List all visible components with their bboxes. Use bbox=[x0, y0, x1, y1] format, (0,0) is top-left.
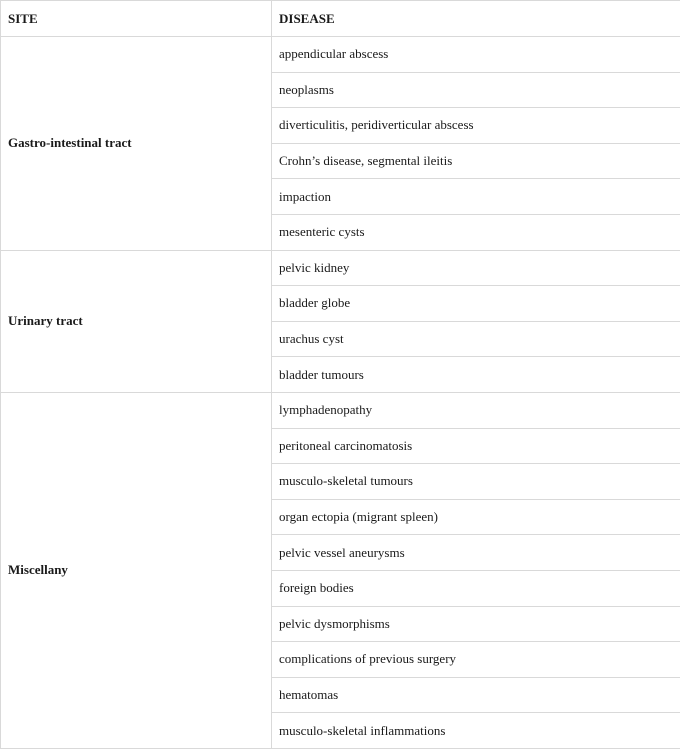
disease-cell: Crohn’s disease, segmental ileitis bbox=[272, 143, 680, 179]
disease-cell: bladder tumours bbox=[272, 357, 680, 393]
disease-cell: impaction bbox=[272, 179, 680, 215]
disease-cell: peritoneal carcinomatosis bbox=[272, 428, 680, 464]
table-row bbox=[1, 392, 680, 428]
disease-cell: complications of previous surgery bbox=[272, 642, 680, 678]
table-row bbox=[1, 250, 680, 286]
table-body bbox=[1, 37, 680, 749]
disease-cell: hematomas bbox=[272, 677, 680, 713]
disease-cell: pelvic dysmorphisms bbox=[272, 606, 680, 642]
disease-cell: musculo-skeletal inflammations bbox=[272, 713, 680, 749]
disease-cell: bladder globe bbox=[272, 286, 680, 322]
disease-cell: urachus cyst bbox=[272, 321, 680, 357]
disease-cell: foreign bodies bbox=[272, 570, 680, 606]
site-cell: Urinary tract bbox=[1, 250, 272, 392]
disease-cell: diverticulitis, peridiverticular abscess bbox=[272, 108, 680, 144]
disease-column-header: DISEASE bbox=[272, 1, 680, 37]
site-cell: Gastro-intestinal tract bbox=[1, 37, 272, 251]
disease-cell: musculo-skeletal tumours bbox=[272, 464, 680, 500]
disease-cell: pelvic kidney bbox=[272, 250, 680, 286]
site-column-header: SITE bbox=[1, 1, 272, 37]
disease-cell: neoplasms bbox=[272, 72, 680, 108]
disease-cell: pelvic vessel aneurysms bbox=[272, 535, 680, 571]
table-row bbox=[1, 37, 680, 73]
disease-cell: lymphadenopathy bbox=[272, 392, 680, 428]
disease-cell: appendicular abscess bbox=[272, 37, 680, 73]
disease-cell: organ ectopia (migrant spleen) bbox=[272, 499, 680, 535]
site-cell: Miscellany bbox=[1, 392, 272, 748]
header-row bbox=[1, 1, 680, 37]
disease-cell: mesenteric cysts bbox=[272, 214, 680, 250]
